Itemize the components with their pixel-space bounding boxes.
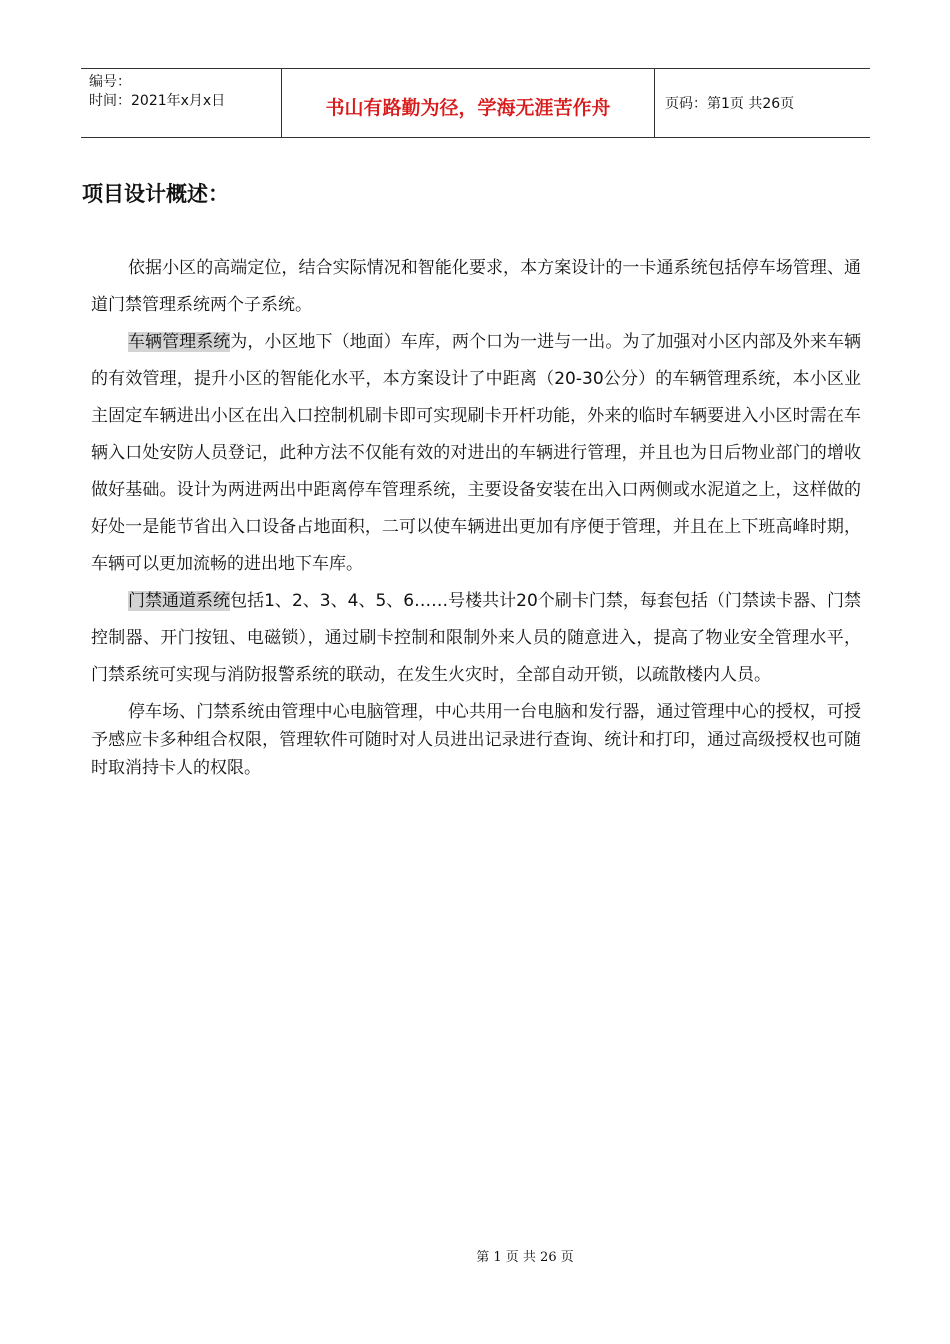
section-title: 项目设计概述： [82, 182, 229, 206]
motto: 书山有路勤为径，学海无涯苦作舟 [282, 69, 655, 137]
date-label: 时间：2021年x月x日 [89, 93, 226, 109]
page-label: 页码：第1页 共26页 [665, 96, 795, 112]
page-footer: 第 1 页 共 26 页 [476, 1250, 574, 1265]
header-meta-cell [81, 69, 282, 137]
paragraph-vehicle [91, 324, 861, 583]
highlight-access-system: 门禁通道系统 [128, 591, 231, 611]
paragraph-intro: 依据小区的高端定位，结合实际情况和智能化要求，本方案设计的一卡通系统包括停车场管理、通道门禁管理系统两个子系统。 [91, 258, 861, 315]
highlight-vehicle-system: 车辆管理系统 [128, 332, 231, 352]
paragraph-access [91, 583, 861, 694]
header-table [81, 68, 870, 138]
number-label: 编号： [89, 74, 131, 90]
document-body [91, 250, 861, 782]
paragraph-access-text: 包括1、2、3、4、5、6……号楼共计20个刷卡门禁，每套包括（门禁读卡器、门禁控制器、开门按钮、电磁锁），通过刷卡控制和限制外来人员的随意进入，提高了物业安全管理水平，门禁系统可实现与消防报警系统的联动，在发生火灾时，全部自动开锁，以疏散楼内人员。 [91, 591, 862, 685]
paragraph-vehicle-text: 为，小区地下（地面）车库，两个口为一进与一出。为了加强对小区内部及外来车辆的有效管理，提升小区的智能化水平，本方案设计了中距离（20-30公分）的车辆管理系统，本小区业主固定车辆进出小区在出入口控制机刷卡即可实现刷卡开杆功能，外来的临时车辆要进入小区时需在车辆入口处安防人员登记，此种方法不仅能有效的对进出的车辆进行管理，并且也为日后物业部门的增收做好基础。设计为两进两出中距离停车管理系统，主要设备安装在出入口两侧或水泥道之上，这样做的好处一是能节省出入口设备占地面积，二可以使车辆进出更加有序便于管理，并且在上下班高峰时期，车辆可以更加流畅的进出地下车库。 [91, 332, 862, 574]
paragraph-management: 停车场、门禁系统由管理中心电脑管理，中心共用一台电脑和发行器，通过管理中心的授权，可授予感应卡多种组合权限，管理软件可随时对人员进出记录进行查询、统计和打印，通过高级授权也可随时取消持卡人的权限。 [91, 702, 861, 778]
